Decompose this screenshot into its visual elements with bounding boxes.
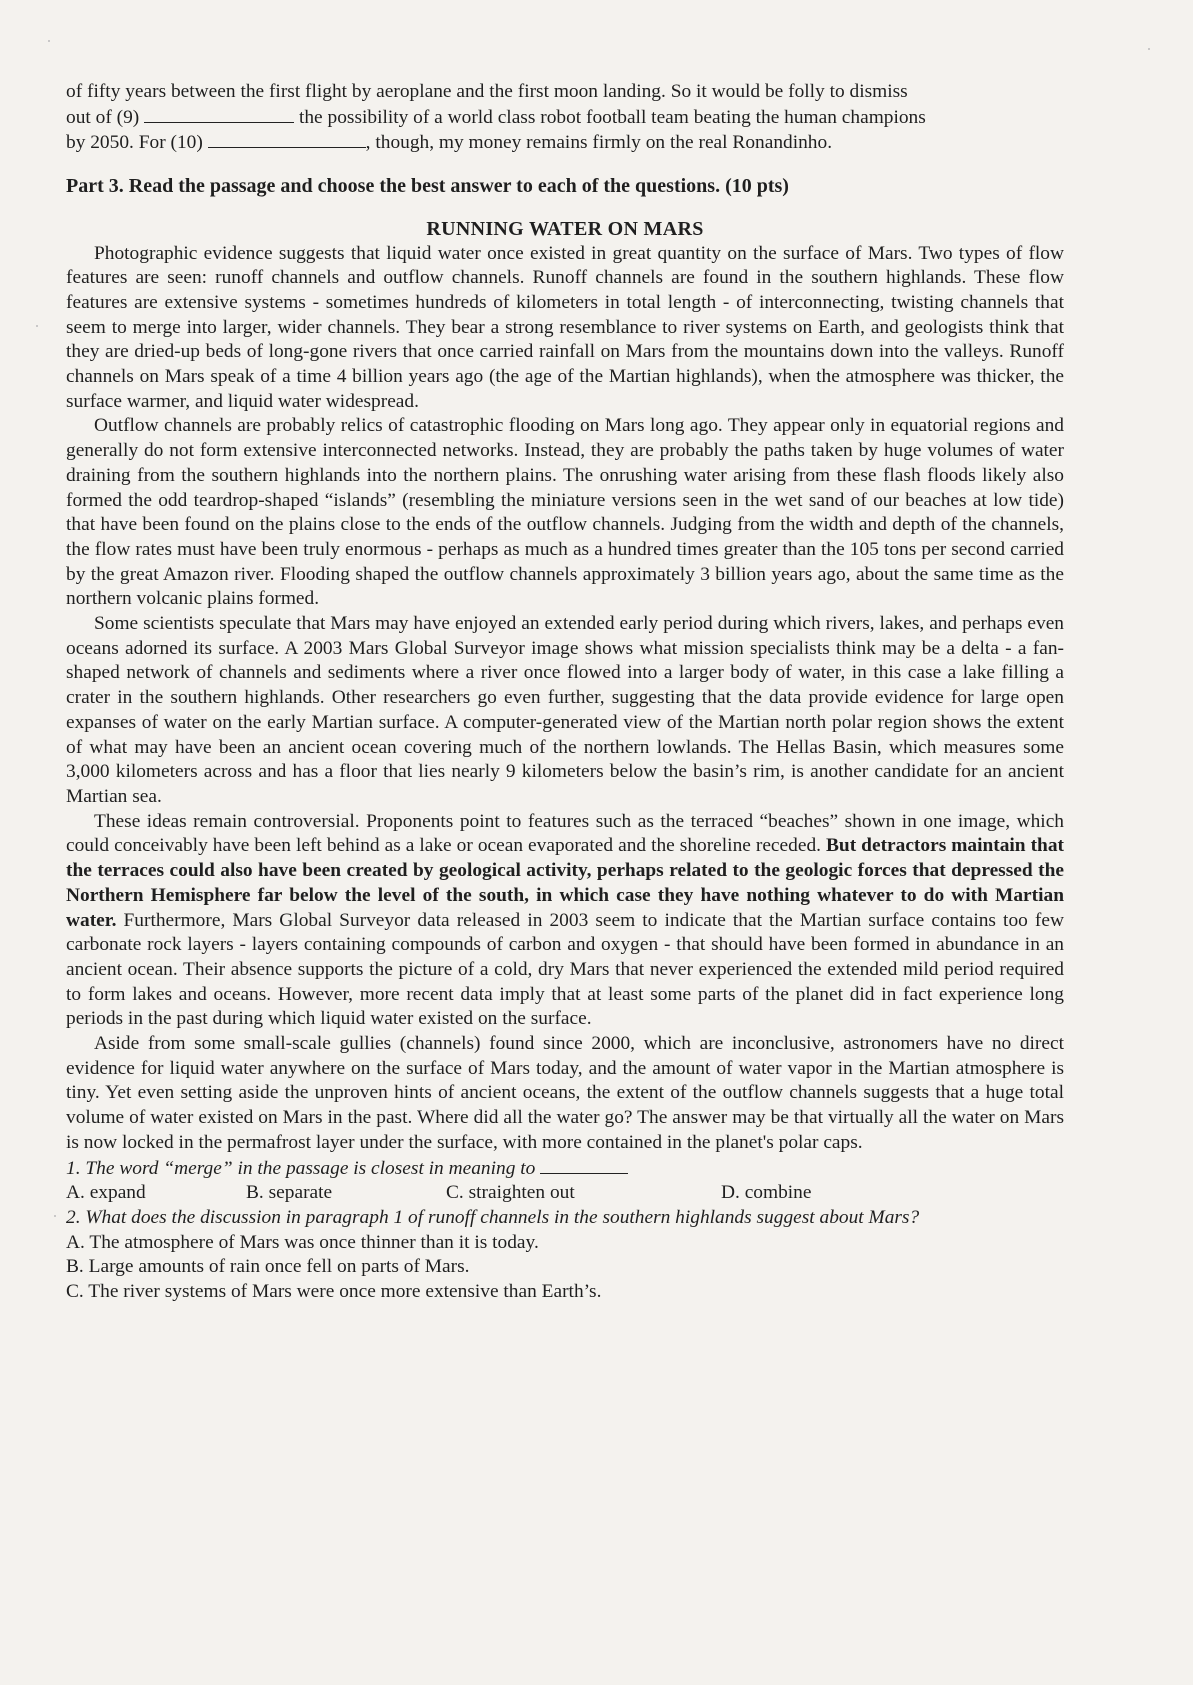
question-1-options <box>66 1181 1064 1206</box>
paragraph-4 <box>66 810 1064 1032</box>
paragraph-1: Photographic evidence suggests that liquid water once existed in great quantity on the surface of Mars. Two types of flow features are seen: runoff channels and outflow channels. Runoff channels are found in the southern highlands. These flow features are extensive systems - sometimes hundreds of kilometers in total length - of interconnecting, twisting channels that seem to merge into larger, wider channels. They bear a strong resemblance to river systems on Earth, and geologists think that they are dried-up beds of long-gone rivers that once carried rainfall on Mars from the mountains down into the valleys. Runoff channels on Mars speak of a time 4 billion years ago (the age of the Martian highlands), when the atmosphere was thicker, the surface warmer, and liquid water widespread. <box>66 242 1064 412</box>
question-1-option-b[interactable]: B. separate <box>246 1182 333 1204</box>
question-2-stem: 2. What does the discussion in paragraph 1 of runoff channels in the southern highlands suggest about Mars? <box>66 1206 920 1228</box>
paragraph-2: Outflow channels are probably relics of catastrophic flooding on Mars long ago. They appear only in equatorial regions and generally do not form extensive interconnected networks. Instead, they are probably the paths taken by huge volumes of water draining from the southern highlands into the northern plains. The onrushing water arising from these flash floods likely also formed the odd teardrop-shaped “islands” (resembling the miniature versions seen in the wet sand of our beaches at low tide) that have been found on the plains close to the ends of the outflow channels. Judging from the width and depth of the channels, the flow rates must have been truly enormous - perhaps as much as a hundred times greater than the 105 tons per second carried by the great Amazon river. Flooding shaped the outflow channels approximately 3 billion years ago, about the same time as the northern volcanic plains formed. <box>66 415 1064 610</box>
paragraph-4-end: Furthermore, Mars Global Surveyor data released in 2003 seem to indicate that the Martian surface contains too few carbonate rock layers - layers containing compounds of carbon and oxygen - that should have been formed in abundance in an ancient ocean. Their absence supports the picture of a cold, dry Mars that never experienced the extended mild period required to form lakes and oceans. However, more recent data imply that at least some parts of the planet did in fact experience long periods in the past during which liquid water existed on the surface. <box>66 909 1064 1030</box>
question-1-option-d[interactable]: D. combine <box>721 1182 812 1204</box>
intro-line-2 <box>66 105 1064 131</box>
scan-speck <box>36 325 38 327</box>
part-3-heading: Part 3. Read the passage and choose the best answer to each of the questions. (10 pts) <box>66 175 789 198</box>
question-1-option-a[interactable]: A. expand <box>66 1182 146 1204</box>
question-2-option-a[interactable]: A. The atmosphere of Mars was once thinner than it is today. <box>66 1231 539 1253</box>
paragraph-5: Aside from some small-scale gullies (channels) found since 2000, which are inconclusive, astronomers have no direct evidence for liquid water anywhere on the surface of Mars today, and the amount of water vapor in the Martian atmosphere is tiny. Yet even setting aside the unproven hints of ancient oceans, the extent of the outflow channels suggests that a huge total volume of water existed on Mars in the past. Where did all the water go? The answer may be that virtually all the water on Mars is now locked in the permafrost layer under the surface, with more contained in the planet's polar caps. <box>66 1033 1064 1153</box>
question-1-option-c[interactable]: C. straighten out <box>446 1182 575 1204</box>
page-content <box>66 80 1064 1305</box>
question-2-options <box>66 1231 1064 1305</box>
paragraph-3: Some scientists speculate that Mars may have enjoyed an extended early period during which rivers, lakes, and perhaps even oceans adorned its surface. A 2003 Mars Global Surveyor image shows what mission specialists think may be a delta - a fan-shaped network of channels and sediments where a river once flowed into a larger body of water, in this case a lake filling a crater in the southern highlands. Other researchers go even further, suggesting that the data provide evidence for large open expanses of water on the early Martian surface. A computer-generated view of the Martian north polar region shows the extent of what may have been an ancient ocean covering much of the northern lowlands. The Hellas Basin, which measures some 3,000 kilometers across and has a floor that lies nearly 9 kilometers below the basin’s rim, is another candidate for an ancient Martian sea. <box>66 613 1064 807</box>
intro-line-3 <box>66 130 1064 156</box>
question-2-option-c[interactable]: C. The river systems of Mars were once more extensive than Earth’s. <box>66 1281 602 1303</box>
question-1-answer-blank[interactable] <box>540 1156 628 1174</box>
intro-line-3-end: , though, my money remains firmly on the real Ronandinho. <box>365 132 833 154</box>
question-2 <box>66 1206 1064 1305</box>
paragraph-4-bold: But detractors maintain that the terraces could also have been created by geological activity, perhaps related to the geologic forces that depressed the Northern Hemisphere far below the level of the south, in which case they have nothing whatever to do with Martian water. <box>66 835 1064 931</box>
scan-speck <box>1148 48 1150 50</box>
answer-blank-9[interactable] <box>144 105 294 123</box>
question-1-text: 1. The word “merge” in the passage is closest in meaning to <box>66 1157 536 1179</box>
intro-line-1: of fifty years between the first flight by aeroplane and the first moon landing. So it would be folly to dismiss <box>66 81 908 102</box>
intro-line-2-start: out of (9) <box>66 106 140 128</box>
question-1-stem <box>66 1156 1064 1182</box>
paragraph-4-start: These ideas remain controversial. Proponents point to features such as the terraced “beaches” shown in one image, which could conceivably have been left behind as a lake or ocean evaporated and the shoreline receded. <box>66 810 1064 857</box>
answer-blank-10[interactable] <box>208 130 366 148</box>
passage-title: RUNNING WATER ON MARS <box>426 217 704 240</box>
intro-line-2-end: the possibility of a world class robot football team beating the human champions <box>298 106 926 128</box>
scan-speck <box>54 1215 56 1217</box>
scan-speck <box>48 40 50 42</box>
question-1 <box>66 1156 1064 1206</box>
question-2-option-b[interactable]: B. Large amounts of rain once fell on parts of Mars. <box>66 1256 470 1278</box>
intro-line-3-start: by 2050. For (10) <box>66 132 203 154</box>
